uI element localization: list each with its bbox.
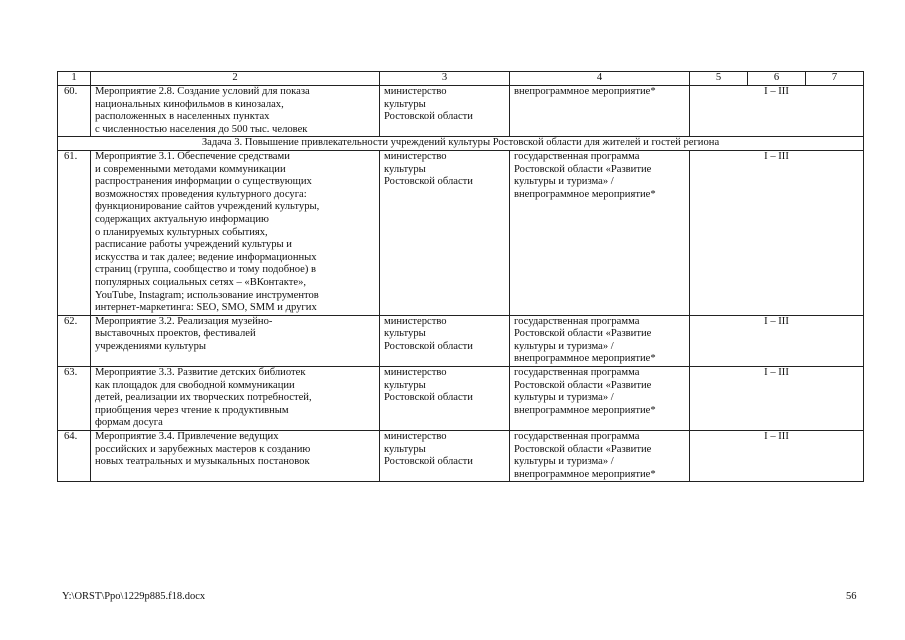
- program-reference-line: внепрограммное мероприятие*: [514, 353, 656, 365]
- responsible-executor-line: Ростовской области: [384, 176, 473, 188]
- column-header: 6: [748, 72, 806, 86]
- program-reference: [510, 315, 690, 366]
- program-reference-line: внепрограммное мероприятие*: [514, 86, 656, 97]
- implementation-period: I – III: [690, 315, 864, 366]
- program-reference-line: внепрограммное мероприятие*: [514, 404, 656, 416]
- responsible-executor-line: министерство: [384, 315, 447, 327]
- responsible-executor-line: Ростовской области: [384, 392, 473, 404]
- responsible-executor-line: министерство: [384, 367, 447, 379]
- program-reference-line: культуры и туризма» /: [514, 176, 614, 188]
- program-reference: [510, 367, 690, 431]
- responsible-executor-line: культуры: [384, 98, 426, 110]
- responsible-executor-line: Ростовской области: [384, 340, 473, 352]
- measure-description-line: Мероприятие 3.4. Привлечение ведущих: [95, 431, 279, 443]
- measure-description-line: Мероприятие 2.8. Создание условий для показа: [95, 86, 310, 97]
- measure-description: [91, 431, 380, 482]
- responsible-executor: [380, 86, 510, 137]
- column-header: 5: [690, 72, 748, 86]
- responsible-executor-line: культуры: [384, 328, 426, 340]
- measure-description-line: распространения информации о существующих: [95, 176, 312, 188]
- table-row: [58, 367, 864, 431]
- program-reference-line: культуры и туризма» /: [514, 456, 614, 468]
- measure-description-line: формам досуга: [95, 417, 163, 429]
- measure-description-line: содержащих актуальную информацию: [95, 213, 269, 225]
- responsible-executor-line: культуры: [384, 379, 426, 391]
- program-reference-line: Ростовской области «Развитие: [514, 163, 652, 175]
- program-reference-line: внепрограммное мероприятие*: [514, 188, 656, 200]
- program-reference-line: государственная программа: [514, 431, 640, 443]
- program-reference-line: Ростовской области «Развитие: [514, 379, 652, 391]
- measure-description-line: Мероприятие 3.2. Реализация музейно-: [95, 315, 273, 327]
- responsible-executor: [380, 431, 510, 482]
- table-row: [58, 431, 864, 482]
- program-reference-line: Ростовской области «Развитие: [514, 443, 652, 455]
- measure-description-line: с численностью населения до 500 тыс. человек: [95, 123, 308, 135]
- program-reference-line: Ростовской области «Развитие: [514, 328, 652, 340]
- measure-description-line: национальных кинофильмов в кинозалах,: [95, 98, 284, 110]
- responsible-executor: [380, 315, 510, 366]
- program-reference-line: государственная программа: [514, 367, 640, 379]
- measure-description-line: выставочных проектов, фестивалей: [95, 328, 256, 340]
- footer-page-number: 56: [846, 591, 857, 602]
- program-reference-line: государственная программа: [514, 315, 640, 327]
- measure-description-line: новых театральных и музыкальных постановок: [95, 456, 310, 468]
- column-header: 3: [380, 72, 510, 86]
- program-reference: [510, 86, 690, 137]
- column-header: 4: [510, 72, 690, 86]
- measure-description: [91, 315, 380, 366]
- program-reference-line: государственная программа: [514, 150, 640, 162]
- column-header: 1: [58, 72, 91, 86]
- implementation-period: I – III: [690, 150, 864, 315]
- responsible-executor-line: культуры: [384, 443, 426, 455]
- measure-description-line: о планируемых культурных событиях,: [95, 226, 268, 238]
- measure-description-line: возможностях проведения культурного досуга:: [95, 188, 307, 200]
- measure-description-line: Мероприятие 3.1. Обеспечение средствами: [95, 150, 290, 162]
- table-row: [58, 315, 864, 366]
- measure-description: [91, 150, 380, 315]
- column-number-row: [58, 72, 864, 86]
- measure-description-line: детей, реализации их творческих потребностей,: [95, 392, 312, 404]
- measure-description-line: Мероприятие 3.3. Развитие детских библиотек: [95, 367, 306, 379]
- responsible-executor-line: министерство: [384, 431, 447, 443]
- measure-description-line: как площадок для свободной коммуникации: [95, 379, 295, 391]
- responsible-executor-line: Ростовской области: [384, 111, 473, 123]
- table-row: [58, 150, 864, 315]
- row-number: 60.: [58, 86, 91, 137]
- measure-description: [91, 367, 380, 431]
- implementation-period: I – III: [690, 431, 864, 482]
- row-number: 61.: [58, 150, 91, 315]
- table-row: [58, 86, 864, 137]
- footer-file-path: Y:\ORST\Ppo\1229p885.f18.docx: [62, 591, 206, 602]
- measure-description-line: искусства и так далее; ведение информационных: [95, 251, 317, 263]
- program-reference-line: культуры и туризма» /: [514, 392, 614, 404]
- measure-description-line: интернет-маркетинга: SEO, SMO, SMM и других: [95, 302, 317, 314]
- implementation-period: I – III: [690, 367, 864, 431]
- measure-description-line: популярных социальных сетях – «ВКонтакте»,: [95, 276, 307, 288]
- responsible-executor-line: министерство: [384, 86, 447, 97]
- responsible-executor-line: министерство: [384, 150, 447, 162]
- measure-description-line: YouTube, Instagram; использование инструментов: [95, 289, 319, 301]
- program-reference-line: внепрограммное мероприятие*: [514, 468, 656, 480]
- program-reference: [510, 150, 690, 315]
- responsible-executor: [380, 150, 510, 315]
- row-number: 63.: [58, 367, 91, 431]
- program-reference-line: культуры и туризма» /: [514, 340, 614, 352]
- task-row: [58, 137, 864, 151]
- responsible-executor-line: культуры: [384, 163, 426, 175]
- measure-description-line: страниц (группа, сообщество и тому подобное) в: [95, 264, 317, 276]
- measure-description-line: учреждениями культуры: [95, 340, 207, 352]
- responsible-executor-line: Ростовской области: [384, 456, 473, 468]
- measure-description-line: приобщения через чтение к продуктивным: [95, 404, 289, 416]
- row-number: 62.: [58, 315, 91, 366]
- program-reference: [510, 431, 690, 482]
- measure-description: [91, 86, 380, 137]
- implementation-period: I – III: [690, 86, 864, 137]
- measure-description-line: расположенных в населенных пунктах: [95, 111, 270, 123]
- measure-description-line: расписание работы учреждений культуры и: [95, 239, 292, 251]
- column-header: 2: [91, 72, 380, 86]
- measure-description-line: и современными методами коммуникации: [95, 163, 286, 175]
- task-heading: Задача 3. Повышение привлекательности учреждений культуры Ростовской области для жителей и гостей региона: [58, 137, 864, 151]
- measure-description-line: российских и зарубежных мастеров к созданию: [95, 443, 311, 455]
- measures-table: [57, 71, 864, 482]
- responsible-executor: [380, 367, 510, 431]
- column-header: 7: [806, 72, 864, 86]
- measure-description-line: функционирование сайтов учреждений культуры,: [95, 201, 320, 213]
- row-number: 64.: [58, 431, 91, 482]
